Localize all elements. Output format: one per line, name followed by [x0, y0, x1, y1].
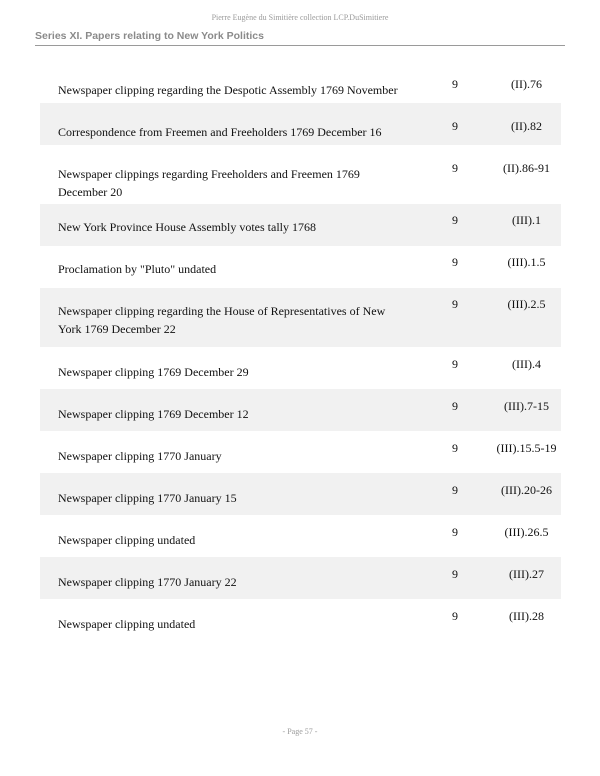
- header-divider: [35, 45, 565, 46]
- row-description: Newspaper clipping regarding the House of Representatives of New York 1769 December 22: [58, 304, 386, 336]
- table-row: [40, 347, 561, 389]
- row-item-number: (III).7-15: [504, 399, 549, 413]
- row-item-number: (III).15.5-19: [496, 441, 557, 455]
- row-box-number: 9: [452, 567, 458, 581]
- table-row: [40, 204, 561, 246]
- row-item-number: (III).2.5: [507, 297, 546, 311]
- row-item-number: (II).86-91: [503, 161, 550, 175]
- row-item-number: (III).1: [512, 213, 541, 227]
- row-description: Newspaper clipping 1769 December 12: [58, 407, 249, 421]
- row-item-number: (III).26.5: [504, 525, 549, 539]
- row-description: Newspaper clipping regarding the Despotic Assembly 1769 November: [58, 83, 398, 97]
- row-box-number: 9: [452, 399, 458, 413]
- row-description: Newspaper clipping 1770 January 15: [58, 491, 237, 505]
- row-description: Newspaper clipping 1769 December 29: [58, 365, 249, 379]
- table-row: [40, 288, 561, 347]
- row-item-number: (II).76: [511, 77, 542, 91]
- row-box-number: 9: [452, 161, 458, 175]
- row-box-number: 9: [452, 441, 458, 455]
- row-item-number: (III).28: [509, 609, 544, 623]
- row-box-number: 9: [452, 483, 458, 497]
- row-box-number: 9: [452, 119, 458, 133]
- row-box-number: 9: [452, 255, 458, 269]
- row-item-number: (III).4: [512, 357, 541, 371]
- table-row: [40, 431, 561, 473]
- row-box-number: 9: [452, 525, 458, 539]
- finding-aid-table: [40, 61, 561, 641]
- row-box-number: 9: [452, 297, 458, 311]
- row-description: Newspaper clipping 1770 January 22: [58, 575, 237, 589]
- row-box-number: 9: [452, 609, 458, 623]
- row-box-number: 9: [452, 77, 458, 91]
- table-row: [40, 515, 561, 557]
- row-description: Proclamation by "Pluto" undated: [58, 262, 217, 276]
- table-row: [40, 389, 561, 431]
- row-box-number: 9: [452, 213, 458, 227]
- row-description: Newspaper clipping undated: [58, 617, 196, 631]
- table-row: [40, 103, 561, 145]
- row-item-number: (III).27: [509, 567, 544, 581]
- row-box-number: 9: [452, 357, 458, 371]
- row-item-number: (III).20-26: [501, 483, 552, 497]
- row-description: Newspaper clippings regarding Freeholders and Freemen 1769 December 20: [58, 167, 360, 199]
- collection-header: Pierre Eugène du Simitière collection LCP.DuSimitiere: [211, 13, 389, 22]
- row-description: Newspaper clipping undated: [58, 533, 196, 547]
- row-item-number: (II).82: [511, 119, 542, 133]
- table-row: [40, 145, 561, 204]
- table-row: [40, 61, 561, 103]
- row-description: Newspaper clipping 1770 January: [58, 449, 222, 463]
- row-description: New York Province House Assembly votes tally 1768: [58, 220, 316, 234]
- table-row: [40, 599, 561, 641]
- table-row: [40, 473, 561, 515]
- table-row: [40, 246, 561, 288]
- table-row: [40, 557, 561, 599]
- row-description: Correspondence from Freemen and Freeholders 1769 December 16: [58, 125, 382, 139]
- series-title: Series XI. Papers relating to New York Politics: [35, 30, 264, 42]
- row-item-number: (III).1.5: [507, 255, 546, 269]
- page-number: - Page 57 -: [282, 727, 318, 736]
